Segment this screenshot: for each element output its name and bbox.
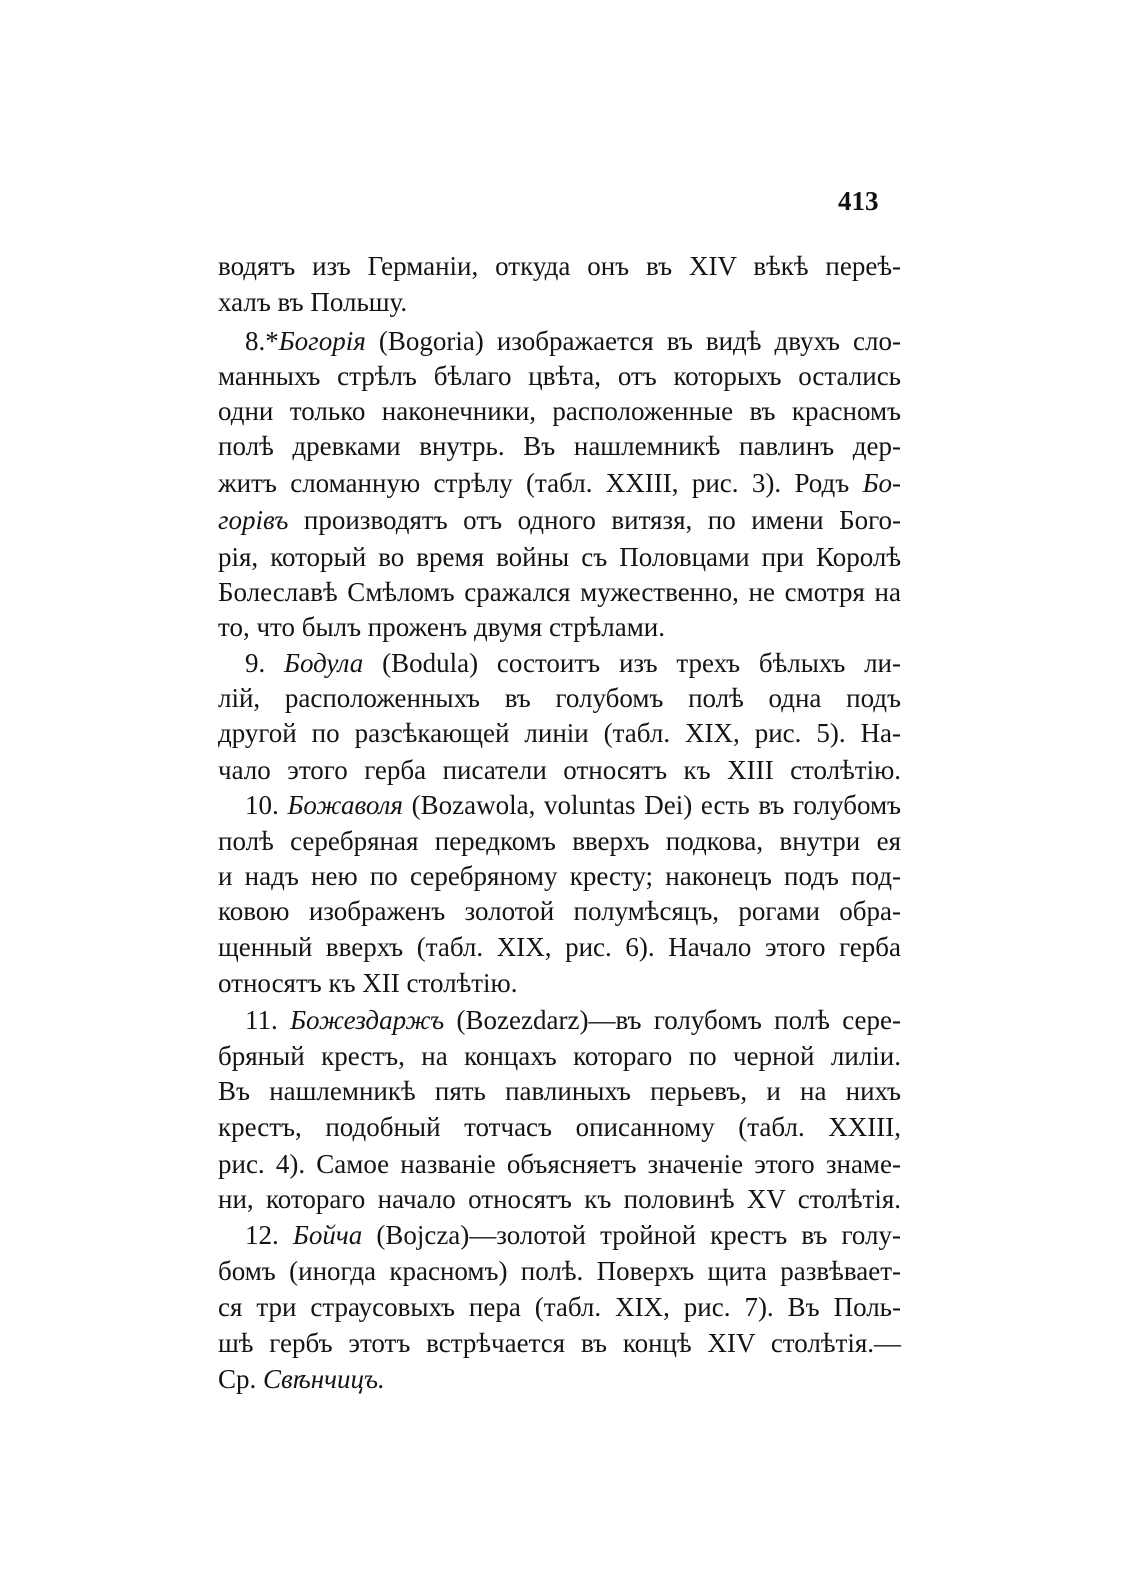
text-line <box>218 930 901 970</box>
text-line <box>218 1362 901 1402</box>
text-line <box>218 1182 901 1222</box>
text-line <box>218 1147 901 1187</box>
text-line <box>218 249 901 289</box>
line-text: крестъ, подобный тотчасъ описанному (табл. XXIII, <box>218 1112 901 1142</box>
line-text: (Bogoria) изображается въ видѣ двухъ сло- <box>365 326 901 356</box>
text-line <box>218 429 901 469</box>
line-text: бомъ (иногда красномъ) полѣ. Поверхъ щита развѣвает- <box>218 1256 901 1286</box>
line-text: (Bozezdarz)—въ голубомъ полѣ сере- <box>444 1005 901 1035</box>
entry-number: 10. <box>245 790 288 820</box>
line-text: чало этого герба писатели относятъ къ XIII столѣтію. <box>218 755 901 785</box>
text-line <box>218 610 901 650</box>
text-line <box>218 394 901 434</box>
text-line <box>218 1326 901 1366</box>
text-line <box>245 324 901 364</box>
text-line <box>218 753 901 793</box>
line-text: рія, который во время войны съ Половцами при Королѣ <box>218 542 901 572</box>
line-text: производятъ отъ одного витязя, по имени Бого- <box>288 505 901 535</box>
text-line <box>218 716 901 756</box>
entry-number: 11. <box>245 1005 291 1035</box>
line-text: и надъ нею по серебряному кресту; наконецъ подъ под- <box>218 861 901 891</box>
text-line <box>245 1218 901 1258</box>
coat-of-arms-name: Бодула <box>284 648 364 678</box>
line-text: другой по разсѣкающей линіи (табл. XIX, рис. 5). На- <box>218 718 901 748</box>
text-line <box>218 1110 901 1150</box>
text-line <box>218 503 901 543</box>
line-text: водятъ изъ Германіи, откуда онъ въ XIV вѣкѣ переѣ- <box>218 251 901 281</box>
entry-number: 8.* <box>245 326 279 356</box>
text-line <box>218 824 901 864</box>
line-text: ся три страусовыхъ пера (табл. XIX, рис. 7). Въ Поль- <box>218 1292 901 1322</box>
text-line <box>218 681 901 721</box>
line-text: одни только наконечники, расположенные въ красномъ <box>218 396 901 426</box>
line-text: то, что былъ проженъ двумя стрѣлами. <box>218 612 665 642</box>
line-text: Болеславѣ Смѣломъ сражался мужественно, не смотря на <box>218 577 901 607</box>
entry-number: 12. <box>245 1220 293 1250</box>
text-line <box>218 1074 901 1114</box>
text-line <box>218 466 901 506</box>
line-text: ковою изображенъ золотой полумѣсяцъ, рогами обра- <box>218 896 901 926</box>
line-text: Въ нашлемникѣ пять павлиныхъ перьевъ, и на нихъ <box>218 1076 901 1106</box>
line-text: бряный крестъ, на концахъ котораго по черной лиліи. <box>218 1041 901 1071</box>
text-line <box>218 285 901 325</box>
text-line <box>218 894 901 934</box>
text-line <box>218 859 901 899</box>
coat-of-arms-name: горівъ <box>218 505 289 535</box>
text-line <box>218 540 901 580</box>
line-text: манныхъ стрѣлъ бѣлаго цвѣта, отъ которыхъ остались <box>218 361 901 391</box>
italic-term: Бо- <box>862 468 901 498</box>
text-line <box>245 646 901 686</box>
coat-of-arms-name: Бойча <box>292 1220 363 1250</box>
text-line <box>218 1290 901 1330</box>
line-text: лій, расположенныхъ въ голубомъ полѣ одна подъ <box>218 683 901 713</box>
line-text: относятъ къ XII столѣтію. <box>218 968 518 998</box>
line-text: полѣ древками внутрь. Въ нашлемникѣ павлинъ дер- <box>218 431 901 461</box>
line-text: халъ въ Польшу. <box>218 287 408 317</box>
italic-term: Свѣнчицъ. <box>263 1364 385 1394</box>
text-line <box>218 359 901 399</box>
coat-of-arms-name: Божездаржъ <box>290 1005 445 1035</box>
line-text: (Bozawola, voluntas Dei) есть въ голубомъ <box>402 790 901 820</box>
page-number: 413 <box>838 186 879 216</box>
line-text: шѣ гербъ этотъ встрѣчается въ концѣ XIV столѣтія.— <box>218 1328 901 1358</box>
line-text: (Bojcza)—золотой тройной крестъ въ голу- <box>362 1220 902 1250</box>
line-text: полѣ серебряная передкомъ вверхъ подкова, внутри ея <box>218 826 901 856</box>
line-text: ни, котораго начало относятъ къ половинѣ XV столѣтія. <box>218 1184 901 1214</box>
coat-of-arms-name: Божаволя <box>287 790 403 820</box>
coat-of-arms-name: Богорія <box>278 326 366 356</box>
line-text: Ср. <box>218 1364 264 1394</box>
text-line <box>245 1003 901 1043</box>
line-text: рис. 4). Самое названіе объясняетъ значеніе этого знаме- <box>218 1149 901 1179</box>
text-line <box>218 575 901 615</box>
text-line <box>245 788 901 828</box>
line-text: житъ сломанную стрѣлу (табл. XXIII, рис. 3). Родъ <box>218 468 863 498</box>
entry-number: 9. <box>245 648 285 678</box>
text-line <box>218 1039 901 1079</box>
text-line <box>218 1254 901 1294</box>
line-text: (Bodula) состоитъ изъ трехъ бѣлыхъ ли- <box>363 648 901 678</box>
line-text: щенный вверхъ (табл. XIX, рис. 6). Начало этого герба <box>218 932 901 962</box>
text-line <box>218 966 901 1006</box>
